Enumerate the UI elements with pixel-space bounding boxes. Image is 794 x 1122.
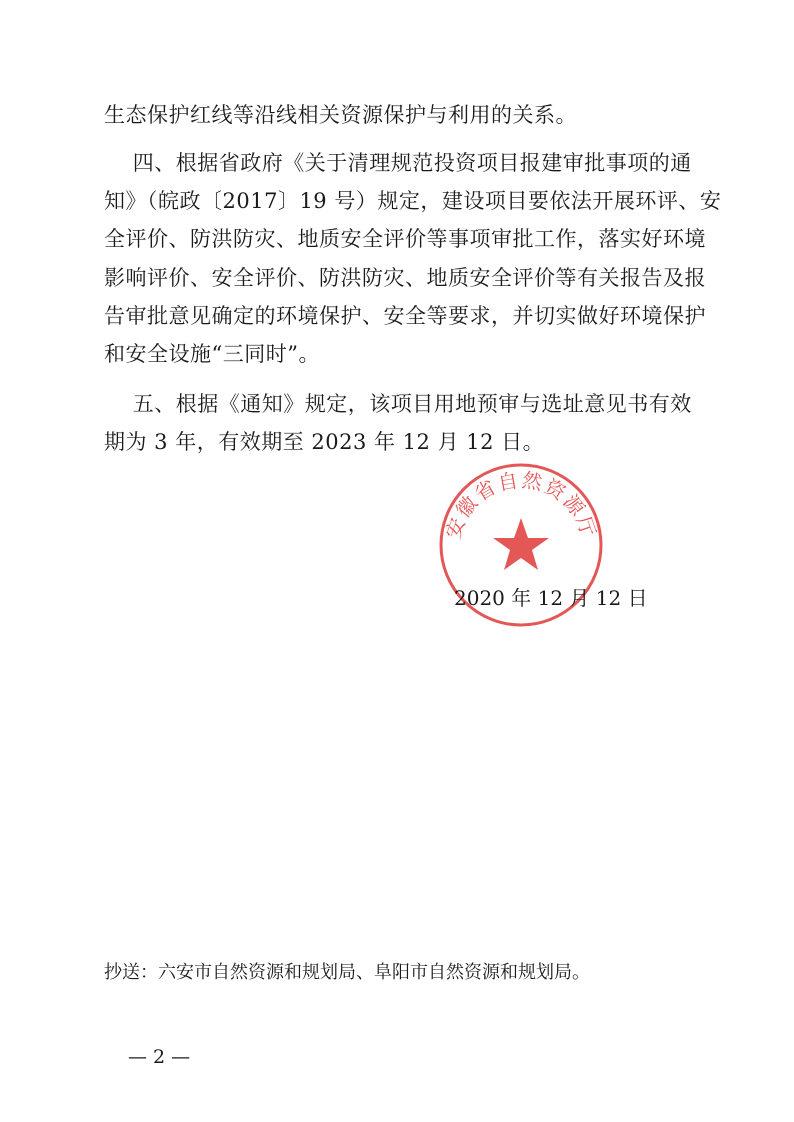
body-line: 生态保护红线等沿线相关资源保护与利用的关系。: [104, 103, 577, 127]
body-line: 告审批意见确定的环境保护、安全等要求，并切实做好环境保护: [104, 304, 706, 328]
signature-date: 2020 年 12 月 12 日: [454, 586, 648, 610]
body-line: 影响评价、安全评价、防洪防灾、地质安全评价等有关报告及报: [104, 266, 706, 290]
body-line: 期为 3 年，有效期至 2023 年 12 月 12 日。: [104, 430, 545, 454]
star-icon: [493, 518, 549, 570]
body-line: 知》（皖政〔2017〕19 号）规定，建设项目要依法开展环评、安: [104, 189, 722, 213]
body-line: 四、根据省政府《关于清理规范投资项目报建审批事项的通: [104, 151, 692, 175]
seal-text: 安徽省自然资源厅: [440, 467, 602, 542]
body-line: 五、根据《通知》规定，该项目用地预审与选址意见书有效: [104, 392, 692, 416]
body-line: 和安全设施“三同时”。: [104, 342, 320, 366]
page-number: — 2 —: [128, 1046, 191, 1068]
cc-list: 抄送：六安市自然资源和规划局、阜阳市自然资源和规划局。: [104, 962, 590, 983]
body-line: 全评价、防洪防灾、地质安全评价等事项审批工作，落实好环境: [104, 227, 706, 251]
